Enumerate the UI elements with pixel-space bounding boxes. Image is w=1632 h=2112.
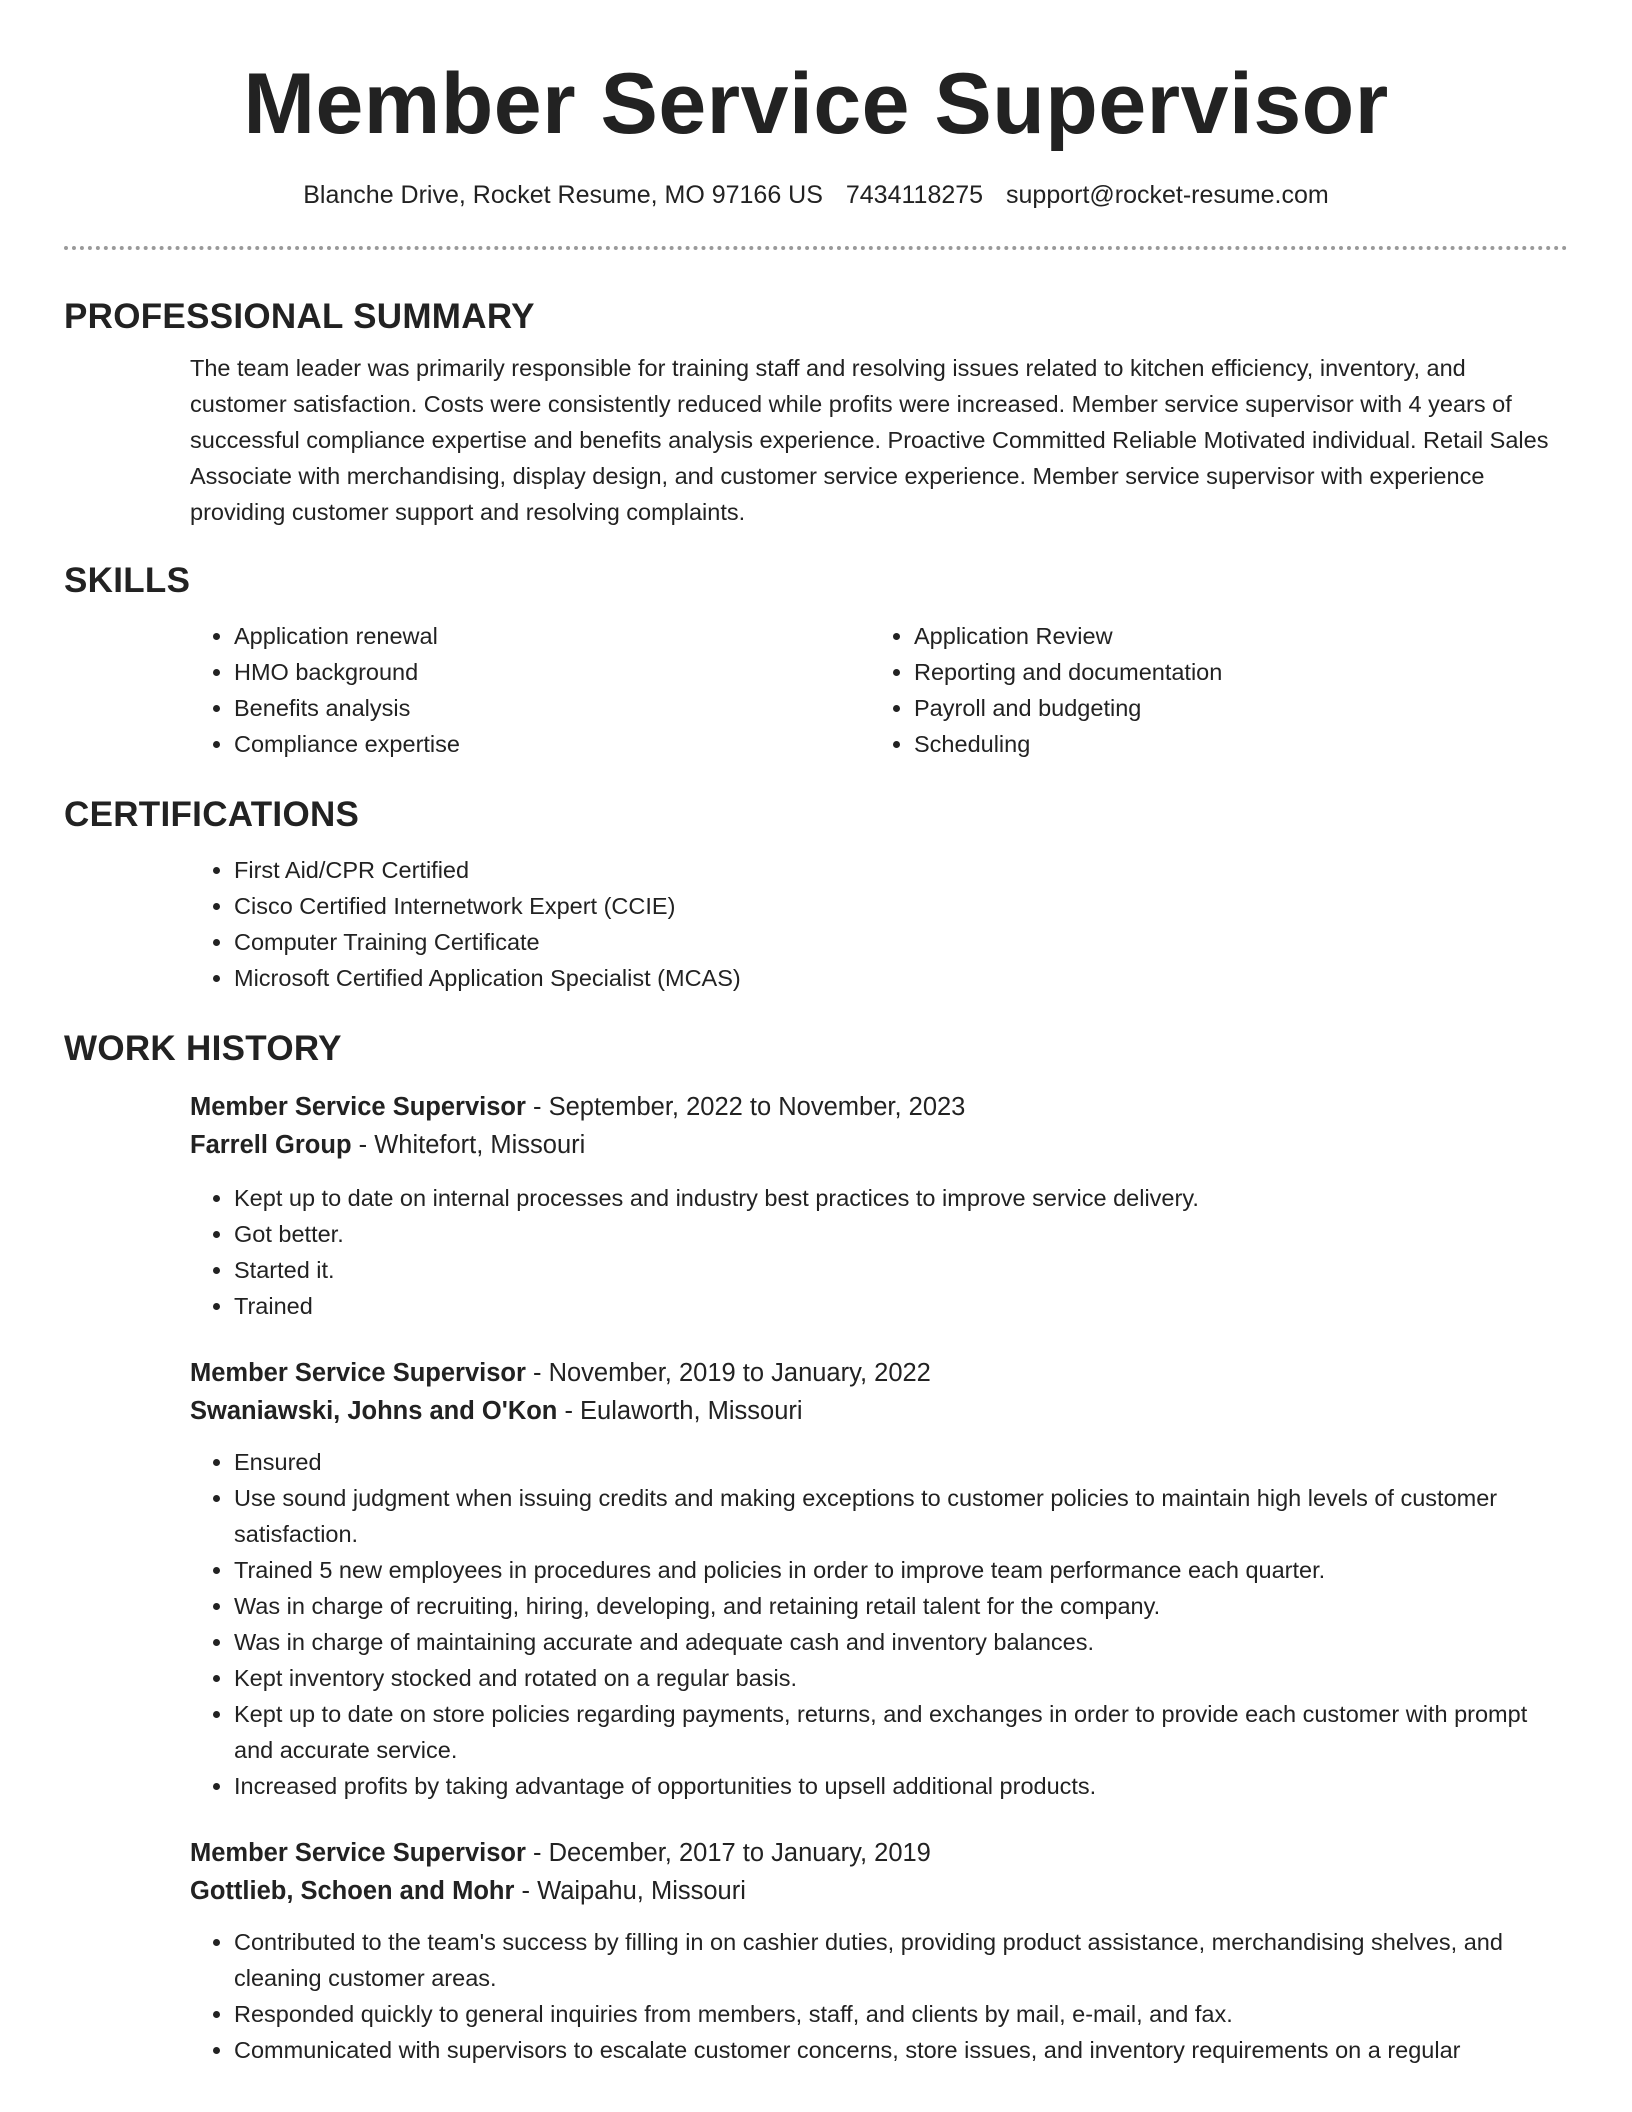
job-bullet: • Kept inventory stocked and rotated on a regular basis. — [234, 1660, 1568, 1696]
job-bullet: • Trained 5 new employees in procedures and policies in order to improve team performance each quarter. — [234, 1552, 1568, 1588]
skill-item: • Payroll and budgeting — [914, 690, 1550, 726]
work-history-heading: WORK HISTORY — [64, 1029, 342, 1068]
contact-phone: 7434118275 — [845, 181, 984, 209]
job-location: - Whitefort, Missouri — [351, 1131, 586, 1159]
skill-item: • Benefits analysis — [234, 690, 870, 726]
skill-item: • Compliance expertise — [234, 726, 870, 762]
job-dates: - November, 2019 to January, 2022 — [525, 1359, 931, 1387]
contact-line — [0, 180, 1632, 210]
skills-heading: SKILLS — [64, 561, 191, 600]
job-company: Swaniawski, Johns and O'Kon — [190, 1397, 558, 1425]
job-title-line — [190, 1088, 1568, 1126]
job-location: - Waipahu, Missouri — [514, 1877, 746, 1905]
resume-header — [0, 0, 1632, 210]
certifications-heading: CERTIFICATIONS — [64, 795, 360, 834]
job-bullet: • Communicated with supervisors to escalate customer concerns, store issues, and inventory requirements on a regular — [234, 2032, 1568, 2068]
job-title: Member Service Supervisor — [190, 1093, 526, 1121]
job-bullet: • Kept up to date on store policies regarding payments, returns, and exchanges in order to provide each customer with prompt and accurate service. — [234, 1696, 1568, 1768]
candidate-name: Member Service Supervisor — [243, 56, 1389, 152]
job-title: Member Service Supervisor — [190, 1839, 526, 1867]
skill-item: • Application renewal — [234, 618, 870, 654]
job-company: Gottlieb, Schoen and Mohr — [190, 1877, 515, 1905]
job-bullet: • Trained — [234, 1288, 1568, 1324]
job-dates: - December, 2017 to January, 2019 — [525, 1839, 931, 1867]
skills-column-left — [190, 618, 870, 762]
skill-item: • Reporting and documentation — [914, 654, 1550, 690]
job-bullet: • Ensured — [234, 1444, 1568, 1480]
certification-item: • First Aid/CPR Certified — [234, 852, 1568, 888]
job-title: Member Service Supervisor — [190, 1359, 526, 1387]
job-bullet: • Contributed to the team's success by filling in on cashier duties, providing product assistance, merchandising shelves, and cleaning customer areas. — [234, 1924, 1568, 1996]
certification-item: • Microsoft Certified Application Specialist (MCAS) — [234, 960, 1568, 996]
job-entry — [190, 1088, 1568, 1324]
skills-column-right — [870, 618, 1550, 762]
summary-text: The team leader was primarily responsible for training staff and resolving issues related to kitchen efficiency, inventory, and customer satisfaction. Costs were consistently reduced while profits were increased. Member service supervisor with 4 years of successful compliance expertise and benefits analysis experience. Proactive Committed Reliable Motivated individual. Retail Sales Associate with merchandising, display design, and customer service experience. Member service supervisor with experience providing customer support and resolving complaints. — [190, 355, 1549, 525]
job-dates: - September, 2022 to November, 2023 — [525, 1093, 966, 1121]
work-history-section — [64, 1028, 1568, 2068]
skills-section — [64, 560, 1568, 762]
contact-address: Blanche Drive, Rocket Resume, MO 97166 US — [303, 181, 823, 209]
job-bullet: • Responded quickly to general inquiries from members, staff, and clients by mail, e-mail, and fax. — [234, 1996, 1568, 2032]
job-company-line — [190, 1392, 1568, 1430]
certification-item: • Computer Training Certificate — [234, 924, 1568, 960]
skill-item: • Scheduling — [914, 726, 1550, 762]
job-bullet: • Use sound judgment when issuing credits and making exceptions to customer policies to maintain high levels of customer satisfaction. — [234, 1480, 1568, 1552]
job-bullet: • Was in charge of maintaining accurate and adequate cash and inventory balances. — [234, 1624, 1568, 1660]
summary-section — [64, 296, 1568, 530]
job-bullet: • Increased profits by taking advantage of opportunities to upsell additional products. — [234, 1768, 1568, 1804]
job-bullet: • Started it. — [234, 1252, 1568, 1288]
certification-item: • Cisco Certified Internetwork Expert (CCIE) — [234, 888, 1568, 924]
certifications-section — [64, 794, 1568, 996]
job-bullet: • Was in charge of recruiting, hiring, developing, and retaining retail talent for the company. — [234, 1588, 1568, 1624]
job-entry — [190, 1354, 1568, 1804]
header-divider — [64, 246, 1568, 250]
job-bullet: • Got better. — [234, 1216, 1568, 1252]
job-location: - Eulaworth, Missouri — [557, 1397, 803, 1425]
job-bullet: • Kept up to date on internal processes and industry best practices to improve service delivery. — [234, 1180, 1568, 1216]
skill-item: • HMO background — [234, 654, 870, 690]
skill-item: • Application Review — [914, 618, 1550, 654]
job-company: Farrell Group — [190, 1131, 352, 1159]
contact-email: support@rocket-resume.com — [1006, 181, 1329, 209]
job-company-line — [190, 1872, 1568, 1910]
job-title-line — [190, 1834, 1568, 1872]
job-title-line — [190, 1354, 1568, 1392]
job-company-line — [190, 1126, 1568, 1164]
summary-heading: PROFESSIONAL SUMMARY — [64, 297, 535, 336]
job-entry — [190, 1834, 1568, 2068]
